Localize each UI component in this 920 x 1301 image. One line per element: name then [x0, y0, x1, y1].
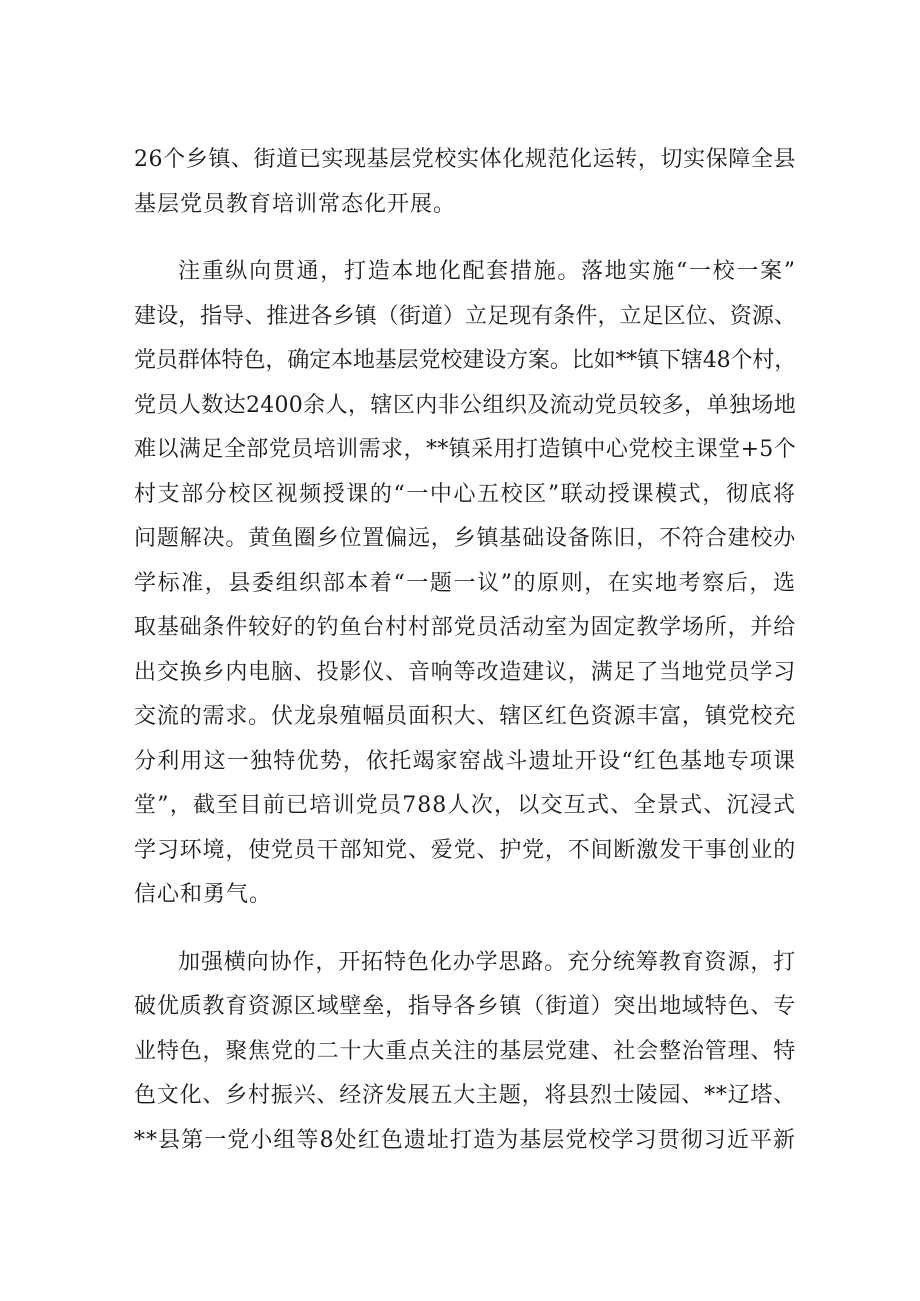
text-line: 信心和勇气。	[134, 882, 273, 907]
text-line: 色文化、乡村振兴、经济发展五大主题，将县烈士陵园、**辽塔、	[134, 1083, 796, 1108]
text-line: 村支部分校区视频授课的“一中心五校区”联动授课模式，彻底将	[134, 481, 796, 507]
text-line: 破优质教育资源区域壁垒，指导各乡镇（街道）突出地域特色、专	[134, 994, 796, 1019]
text-line: 党员群体特色，确定本地基层党校建设方案。比如**镇下辖48个村，	[134, 348, 796, 373]
text-line: 建设，指导、推进各乡镇（街道）立足现有条件，立足区位、资源、	[134, 303, 796, 329]
text-line: 加强横向协作，开拓特色化办学思路。充分统筹教育资源，打	[178, 949, 796, 975]
paragraph-3	[134, 941, 796, 1164]
text-line: 取基础条件较好的钓鱼台村村部党员活动室为固定教学场所，并给	[134, 615, 796, 640]
text-line: 党员人数达2400余人，辖区内非公组织及流动党员较多，单独场地	[134, 392, 796, 418]
text-line: 学习环境，使党员干部知党、爱党、护党，不间断激发干事创业的	[134, 837, 796, 863]
paragraph-2	[134, 250, 796, 918]
text-line: 注重纵向贯通，打造本地化配套措施。落地实施“一校一案”	[178, 259, 796, 284]
text-line: 基层党员教育培训常态化开展。	[134, 191, 457, 217]
text-line: **县第一党小组等8处红色遗址打造为基层党校学习贯彻习近平新	[134, 1127, 796, 1153]
text-line: 分利用这一独特优势，依托竭家窑战斗遗址开设“红色基地专项课	[134, 748, 796, 774]
text-line: 难以满足全部党员培训需求，**镇采用打造镇中心党校主课堂+5个	[134, 437, 796, 462]
text-line: 学标准，县委组织部本着“一题一议”的原则，在实地考察后，选	[134, 570, 796, 596]
paragraph-1	[134, 138, 796, 227]
text-line: 堂”，截至目前已培训党员788人次，以交互式、全景式、沉浸式	[134, 793, 796, 818]
text-line: 业特色，聚焦党的二十大重点关注的基层党建、社会整治管理、特	[134, 1038, 796, 1064]
text-line: 问题解决。黄鱼圈乡位置偏远，乡镇基础设备陈旧，不符合建校办	[134, 526, 796, 551]
text-line: 26个乡镇、街道已实现基层党校实体化规范化运转，切实保障全县	[134, 147, 796, 172]
text-line: 出交换乡内电脑、投影仪、音响等改造建议，满足了当地党员学习	[134, 659, 796, 685]
document-body	[134, 138, 796, 1186]
text-line: 交流的需求。伏龙泉殖幅员面积大、辖区红色资源丰富，镇党校充	[134, 704, 796, 729]
